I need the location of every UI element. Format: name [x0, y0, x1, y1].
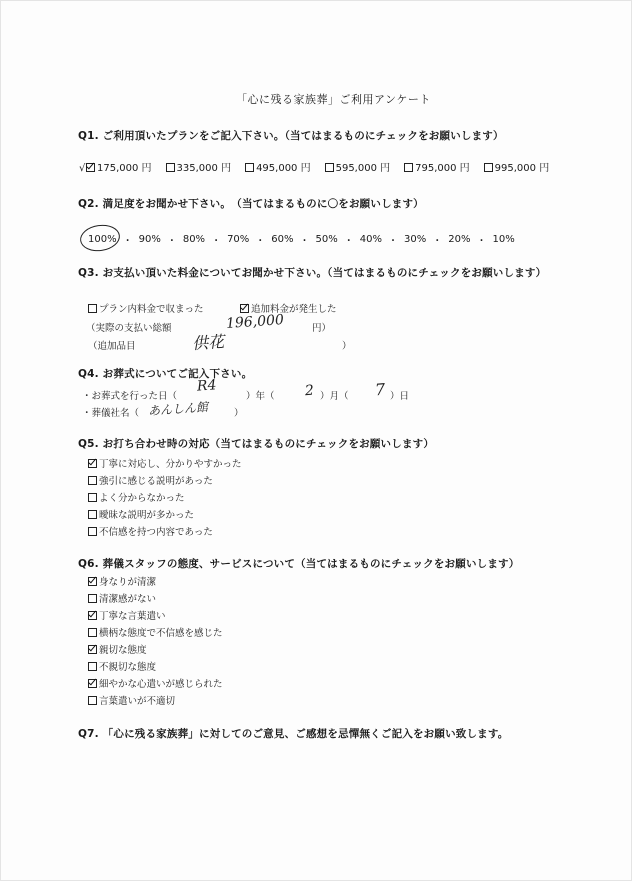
checkbox-icon[interactable] — [88, 304, 97, 313]
q2-option-20[interactable]: 20% — [448, 234, 471, 245]
checkbox-icon[interactable] — [166, 163, 175, 172]
q5-option-vague[interactable]: 曖昧な説明が多かった — [88, 507, 194, 521]
q4-date-label: ・お葬式を行った日（ — [82, 391, 178, 402]
q6-option-clean-appearance[interactable]: 身なりが清潔 — [88, 574, 156, 588]
checkbox-icon[interactable] — [88, 527, 97, 536]
q2-scale: 100% ・ 90% ・ 80% ・ 70% ・ 60% ・ 50% ・ 40% ・ 30% ・ 20% ・ 10% — [88, 234, 515, 247]
q5-option-distrust[interactable]: 不信感を持つ内容であった — [88, 524, 213, 538]
q6-option-unclean[interactable]: 清潔感がない — [88, 591, 156, 605]
q2-option-10[interactable]: 10% — [492, 234, 515, 245]
checkbox-icon[interactable] — [484, 163, 493, 172]
checkbox-icon[interactable] — [88, 510, 97, 519]
q5-label: Q5. お打ち合わせ時の対応（当てはまるものにチェックをお願いします） — [78, 438, 435, 450]
q6-label: Q6. 葬儀スタッフの態度、サービスについて（当てはまるものにチェックをお願いします） — [78, 558, 520, 570]
q4-year-value[interactable]: R4 — [196, 377, 217, 395]
q6-option-unkind[interactable]: 不親切な態度 — [88, 659, 156, 673]
q2-option-90[interactable]: 90% — [138, 234, 161, 245]
q1-option-175000[interactable]: 175,000 円 — [86, 159, 152, 174]
q1-option-495000[interactable]: 495,000 円 — [245, 159, 311, 174]
q2-option-80[interactable]: 80% — [182, 234, 206, 245]
q3-additional-items-value[interactable]: 供花 — [191, 331, 225, 354]
q6-option-kind[interactable]: 親切な態度 — [88, 642, 147, 656]
checkbox-icon[interactable] — [88, 594, 97, 603]
checkbox-checked-icon[interactable] — [88, 611, 97, 620]
checkbox-checked-icon[interactable] — [240, 304, 249, 313]
q1-option-795000[interactable]: 795,000 円 — [404, 159, 470, 174]
q2-option-40[interactable]: 40% — [359, 234, 382, 245]
q4-funeral-hall-close: ） — [234, 408, 244, 419]
q2-option-70[interactable]: 70% — [227, 234, 250, 245]
q4-day-unit: ）日 — [390, 391, 410, 402]
checkbox-icon[interactable] — [88, 662, 97, 671]
q1-options — [86, 159, 549, 174]
q7-label: Q7. 「心に残る家族葬」に対してのご意見、ご感想を忌憚無くご記入をお願い致します。 — [78, 728, 509, 740]
q3-additional-items-close: ） — [342, 341, 352, 352]
checkbox-checked-icon[interactable] — [88, 577, 97, 586]
q5-option-polite[interactable]: 丁寧に対応し、分かりやすかった — [88, 456, 242, 470]
checkbox-icon[interactable] — [88, 628, 97, 637]
checkbox-icon[interactable] — [325, 163, 334, 172]
q4-funeral-hall-value[interactable]: あんしん館 — [147, 399, 209, 419]
q1-option-995000[interactable]: 995,000 円 — [484, 159, 550, 174]
checkbox-checked-icon[interactable] — [88, 679, 97, 688]
q4-label: Q4. お葬式についてご記入下さい。 — [78, 368, 253, 380]
q4-funeral-hall-label: ・葬儀社名（ — [82, 408, 140, 419]
checkbox-icon[interactable] — [404, 163, 413, 172]
q3-actual-total-value[interactable]: 196,000 — [225, 311, 285, 333]
checkbox-checked-icon[interactable] — [86, 163, 95, 172]
q1-label: Q1. ご利用頂いたプランをご記入下さい。（当てはまるものにチェックをお願いします） — [78, 130, 504, 142]
q2-option-100[interactable]: 100% — [88, 234, 117, 245]
checkbox-icon[interactable] — [88, 696, 97, 705]
q1-option-595000[interactable]: 595,000 円 — [325, 159, 391, 174]
q3-label: Q3. お支払い頂いた料金についてお聞かせ下さい。（当てはまるものにチェックをお願いします） — [78, 267, 547, 279]
q3-option-extra-fee[interactable]: 追加料金が発生した — [240, 301, 337, 315]
q2-option-50[interactable]: 50% — [315, 234, 338, 245]
checkbox-checked-icon[interactable] — [88, 459, 97, 468]
q4-month-value[interactable]: 2 — [304, 382, 315, 400]
checkbox-icon[interactable] — [88, 493, 97, 502]
q3-actual-total-unit: 円） — [312, 323, 332, 334]
q6-option-polite-language[interactable]: 丁寧な言葉遣い — [88, 608, 166, 622]
q5-option-pushy[interactable]: 強引に感じる説明があった — [88, 473, 213, 487]
checkbox-checked-icon[interactable] — [88, 645, 97, 654]
q1-option-335000[interactable]: 335,000 円 — [166, 159, 232, 174]
q4-day-value[interactable]: 7 — [374, 379, 386, 400]
q4-year-unit: ）年（ — [246, 391, 275, 402]
q3-actual-total-label: （実際の支払い総額 — [86, 323, 172, 334]
checkbox-icon[interactable] — [245, 163, 254, 172]
checkbox-icon[interactable] — [88, 476, 97, 485]
q5-option-unclear[interactable]: よく分からなかった — [88, 490, 185, 504]
q1-handwritten-tick-icon: √ — [79, 163, 86, 174]
q3-option-within-plan[interactable]: プラン内料金で収まった — [88, 301, 204, 315]
q6-option-arrogant[interactable]: 横柄な態度で不信感を感じた — [88, 625, 223, 639]
q2-option-60[interactable]: 60% — [271, 234, 294, 245]
q4-month-unit: ）月（ — [320, 391, 349, 402]
survey-title: 「心に残る家族葬」ご利用アンケート — [236, 93, 431, 106]
q6-option-improper-language[interactable]: 言葉遣いが不適切 — [88, 693, 175, 707]
q6-option-attentive[interactable]: 細やかな心遣いが感じられた — [88, 676, 223, 690]
q3-additional-items-label: （追加品目 — [88, 341, 136, 352]
q2-selected-circle-icon — [78, 222, 121, 253]
q2-option-30[interactable]: 30% — [404, 234, 427, 245]
q2-label: Q2. 満足度をお聞かせ下さい。 （当てはまるものに〇をお願いします） — [78, 198, 424, 210]
